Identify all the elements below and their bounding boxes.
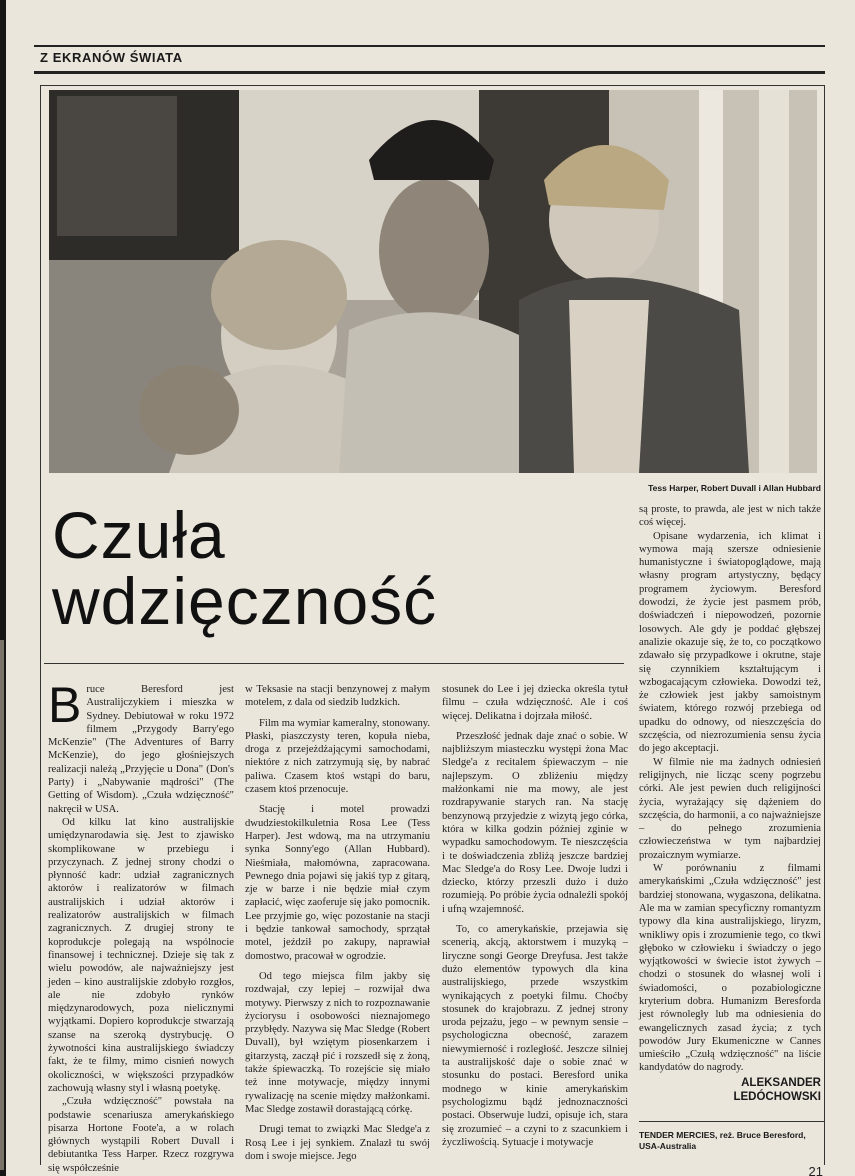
article-column-2 (245, 683, 430, 1163)
paragraph: W filmie nie ma żadnych odniesień religijnych, nie licząc sceny pogrzebu córki. Ale jest pewien duch religijności życia, wyrażający się dążeniem do szczęścia, do harmonii, a co najważniejsze – do pełnego zrozumienia człowieczeństwa w tym najbardziej prozaicznym wymiarze. (639, 756, 821, 861)
film-still-photo (49, 90, 817, 473)
paragraph: Od kilku lat kino australijskie umiędzynarodawia się. Jest to zjawisko skomplikowane w przebiegu i przyczynach. Z jednej strony chodzi o płynność kadr: udział zagranicznych aktorów i realizatorów w filmach australijskich i udział aktorów i realizatorów australijskich w filmach zagranicznych. Z drugiej strony te koprodukcje polegają na wspólnocie finansowej i technicznej. Dzieje się tak z wielu powodów, ale najważniejszy jest jeden – kino australijskie zdobyło rozgłos, ale nie zdobyło rynków międzynarodowych, poza nielicznymi wyjątkami. Dopiero koprodukcje stwarzają szanse na szeroką dystrybucję. O żywotności kina australijskiego świadczy fakt, że te filmy, mimo cisnień nowych okoliczności, w większości przypadków zachowują własny styl i własną poetykę. (48, 816, 234, 1094)
header-rule-bottom (34, 71, 825, 74)
header-rule-top (34, 45, 825, 47)
author-last-name: LEDÓCHOWSKI (733, 1091, 821, 1103)
paragraph: Film ma wymiar kameralny, stonowany. Płaski, piaszczysty teren, kopuła nieba, droga z przejeżdżającymi samochodami, niektóre z nich zatrzymują się, by nabrać paliwa. Czasem ktoś wstąpi do baru, czasem ktoś przenocuje. (245, 717, 430, 796)
page-binding-strip (0, 640, 4, 1170)
film-credits: TENDER MERCIES, reż. Bruce Beresford, USA-Australia (639, 1130, 806, 1151)
paragraph: stosunek do Lee i jej dziecka określa tytuł filmu – czuła wdzięczność. Ale i coś więcej. Delikatna i dojrzała miłość. (442, 684, 628, 722)
title-line-1: Czuła (52, 498, 226, 572)
title-line-2: wdzięczność (52, 564, 438, 638)
paragraph: są proste, to prawda, ale jest w nich także coś więcej. (639, 504, 821, 529)
paragraph-text: ruce Beresford jest Australijczykiem i mieszka w Sydney. Debiutował w roku 1972 filmem „Przygody Barry'ego McKenzie" (The Adventures of Barry McKenzie), do jego głośniejszych realizacji należą „Przyjęcie u Dona" (Don's Party) i „Nabywanie mądrości" (The Getting of Wisdom). „Czuła wdzięczność" nakręcił w USA. (48, 684, 234, 815)
paragraph: Drugi temat to związki Mac Sledge'a z Rosą Lee i jej synkiem. Znalazł tu swój dom i swoje miejsce. Jego (245, 1124, 430, 1162)
photo-caption: Tess Harper, Robert Duvall i Allan Hubbard (648, 483, 821, 493)
article-column-3 (442, 683, 628, 1149)
paragraph: W porównaniu z filmami amerykańskimi „Czuła wdzięczność" jest bardziej stonowana, wygaszona, delikatna. Ale ma w zamian specyficzny romantyzm typowy dla kina australijskiego, liryzm, wnikliwy opis i zrozumienie tego, co tkwi głęboko w człowieku i świadczy o jego wyjątkowości w świecie istot żywych – chodzi o stosunek do własnej woli i świadomości, o pozabiologiczne kryterium dobra. Humanizm Beresforda jest równoległy lub ma odniesienia do ewangelicznych zasad życia; z tych powodów Jury Ekumeniczne w Cannes umieściło „Czułą wdzięczność" na liście kandydatów do nagrody. (639, 863, 821, 1074)
article-column-1 (48, 677, 234, 1175)
author-first-name: ALEKSANDER (741, 1077, 821, 1089)
drop-cap: B (48, 677, 82, 733)
title-rule (44, 663, 624, 664)
article-title (52, 498, 438, 638)
article-column-4 (639, 503, 821, 1075)
section-title: Z EKRANÓW ŚWIATA (40, 50, 183, 65)
page-number: 21 (808, 1164, 823, 1176)
author-byline (733, 1076, 821, 1104)
credits-rule (639, 1121, 824, 1122)
paragraph (48, 677, 234, 816)
paragraph: Przeszłość jednak daje znać o sobie. W najbliższym miasteczku występi żona Mac Sledge'a z recitalem śpiewaczym – nie najlepszym. O zbliżeniu między małżonkami nie ma mowy, ale jest rozdrapywanie starych ran. Na stację benzynową przyjedzie z wizytą jego córka, która w kilka godzin później zginie w wypadku samochodowym. Te nieszczęścia i te doświadczenia zbliżą jeszcze bardziej Mac Sledge'a do Rosy Lee. Dwoje ludzi i dziecko, którzy przeszli dużo i dużo rozumieją. Po próbie życia odnaleźli spokój i ufną wzajemność. (442, 730, 628, 915)
paragraph: „Czuła wdzięczność" powstała na podstawie scenariusza amerykańskiego pisarza Hortone Foote'a, a w rolach głównych wystąpili Robert Duvall i debiutantka Tess Harper. Rzecz rozgrywa się współcześnie (48, 1096, 234, 1174)
paragraph: w Teksasie na stacji benzynowej z małym motelem, z dala od siedzib ludzkich. (245, 684, 430, 709)
paragraph: Stację i motel prowadzi dwudziestokilkuletnia Rosa Lee (Tess Harper). Jest wdową, ma na utrzymaniu synka Sonny'ego (Allan Hubbard). Nieśmiała, małomówna, zapracowana. Pewnego dnia pojawi się jakiś typ z gitarą, zje w barze i nie będzie miał czym zapłacić, więc zaoferuje się jako pomocnik. Lee przyjmie go, więc pozostanie na stacji i będzie tankował samochody, sprzątał motel, jeździł po zakupy, naprawiał domostwo, pracował w ogrodzie. (245, 804, 431, 962)
paragraph: To, co amerykańskie, przejawia się scenerią, akcją, aktorstwem i muzyką – liryczne songi George Dreyfusa. Jest także dużo elementów typowych dla kina australijskiego, przede wszystkim wynikających z poetyki filmu. Choćby stosunek do krajobrazu. Z jednej strony uroda pejzażu, jego – w pewnym sensie – psychologiczna obecność, zarazem niewymierność i rozległość. Jeszcze silniej ta australijskość daje o sobie znać w stosunku do postaci. Beresford unika modnego w kinie amerykańskim psychologizmu bądź jednoznaczności postaci. Obserwuje ludzi, opisuje ich, stara się zrozumieć – a czyni to z szacunkiem i życzliwością. Sytuacje i motywacje (442, 924, 628, 1148)
paragraph: Od tego miejsca film jakby się rozdwajał, czy lepiej – rozwijał dwa motywy. Pierwszy z nich to rozpoznawanie życiorysu i osobowości nieznajomego przybłędy. Nazywa się Mac Sledge (Robert Duvall), był wziętym piosenkarzem i gitarzystą, zaczął pić i rozszedł się z żoną, także śpiewaczką. To rozejście się miało też inne motywacje, między innymi rywalizację na scenie między małżonkami. Mac Sledge zostawił dorastającą córkę. (245, 970, 430, 1115)
paragraph: Opisane wydarzenia, ich klimat i wymowa mają szersze odniesienie humanistyczne i światopoglądowe, mają własny program artystyczny, będący programem życiowym. Beresford dowodzi, że życie jest pasmem prób, doświadczeń i niepowodzeń, pozornie losowych. Ale gdy je poddać głębszej analizie okazuje się, że to, co początkowo zdawało się przypadkowe i okrutne, staje się czynnikiem kształtującym i wzbogacającym człowieka. Dowodzi też, że człowiek jest jakby samoistnym światem, którego rozwój przebiega od upadku do odnowy, od nieszczęścia do szczęścia, od niezrozumienia sensu życia do jego akceptacji. (639, 530, 821, 755)
